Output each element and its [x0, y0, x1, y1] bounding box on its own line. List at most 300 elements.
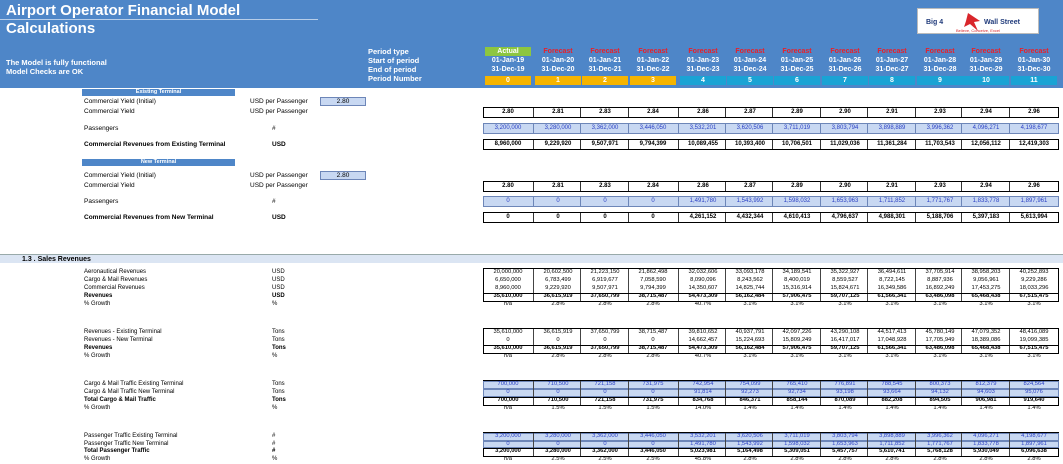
sales-value-cell[interactable]: 92,734 [788, 389, 806, 395]
sales-value-cell: 8,960,000 [495, 285, 521, 291]
sales-value-cell: 37,650,799 [590, 329, 620, 335]
sales-value-cell[interactable]: 1,491,780 [690, 440, 716, 447]
new-pax-cell[interactable]: 1,543,992 [736, 198, 764, 204]
period-end-cell: 31-Dec-20 [541, 66, 575, 73]
period-end-cell: 31-Dec-26 [828, 66, 862, 73]
sales-value-cell: 858,144 [786, 397, 808, 403]
sales-value-cell: 42,097,226 [782, 329, 812, 335]
period-number-cell: 5 [727, 76, 773, 85]
new-yield-cell: 2.90 [839, 183, 851, 189]
sales-value-cell: 9,229,920 [545, 285, 571, 291]
cell-separator [915, 329, 916, 337]
sales-row-label: Revenues - New Terminal [84, 337, 153, 343]
sales-value-cell[interactable]: 824,564 [1023, 381, 1045, 387]
period-start-cell: 01-Jan-20 [541, 57, 575, 64]
sales-value-cell: 19,099,385 [1019, 337, 1049, 343]
sales-value-cell[interactable]: 1,598,032 [784, 440, 810, 447]
sales-value-cell[interactable]: 0 [651, 440, 655, 447]
cell-separator [915, 277, 916, 285]
new-pax-unit: # [272, 198, 276, 205]
cell-separator [915, 337, 916, 345]
sales-value-cell: 3.1% [790, 301, 804, 307]
sales-value-cell[interactable]: 3,898,889 [879, 433, 905, 439]
sales-value-cell: 2.8% [979, 455, 993, 462]
sales-value-cell[interactable]: 788,545 [881, 381, 903, 387]
sales-value-cell: 9,056,961 [973, 277, 999, 283]
existing-pax-cell[interactable]: 3,898,889 [878, 125, 906, 131]
sales-value-cell: 38,958,203 [971, 269, 1001, 275]
cell-separator [678, 381, 679, 389]
sales-value-cell: 1.4% [933, 405, 947, 411]
cell-separator [628, 293, 629, 301]
sales-value-cell[interactable]: 0 [556, 440, 560, 447]
cell-separator [1009, 277, 1010, 285]
new-rev-cell: 4,796,637 [831, 214, 859, 220]
sales-value-cell[interactable]: 1,897,961 [1021, 440, 1047, 447]
sales-value-cell: 8,090,096 [690, 277, 716, 283]
sales-value-cell: 21,223,150 [590, 269, 620, 275]
sales-value-cell[interactable]: 94,132 [931, 389, 949, 395]
sales-value-cell: 882,208 [881, 397, 903, 403]
existing-pax-cell[interactable]: 3,362,000 [591, 125, 619, 131]
cell-separator [628, 140, 629, 149]
period-number-cell: 2 [582, 76, 628, 85]
sales-value-cell: 0 [651, 337, 655, 343]
new-pax-cell[interactable]: 1,897,961 [1020, 198, 1048, 204]
existing-pax-cell[interactable]: 3,280,000 [544, 125, 572, 131]
cell-separator [628, 441, 629, 449]
period-end-cell: 31-Dec-23 [686, 66, 720, 73]
existing-pax-cell[interactable]: 3,532,201 [689, 125, 717, 131]
sales-value-cell: 9,229,286 [1021, 277, 1047, 283]
existing-yield-cell: 2.81 [552, 109, 564, 115]
sales-value-cell[interactable]: 91,814 [694, 389, 712, 395]
sales-value-cell: 2.8% [790, 455, 804, 462]
cell-separator [725, 182, 726, 191]
existing-rev-cell: 9,507,971 [591, 141, 619, 147]
cell-separator [628, 389, 629, 397]
sales-value-cell: 48,416,089 [1019, 329, 1049, 335]
sales-value-cell[interactable]: 3,280,000 [545, 433, 571, 439]
period-number-cell: 10 [963, 76, 1009, 85]
period-number-cell: 0 [485, 76, 531, 85]
sales-row-label: Aeronautical Revenues [84, 269, 147, 275]
new-pax-cell[interactable]: 0 [651, 198, 655, 204]
new-pax-cell[interactable]: 1,653,963 [831, 198, 859, 204]
cell-separator [533, 182, 534, 191]
period-number-cell: 11 [1011, 76, 1057, 85]
period-number-cell: 3 [630, 76, 676, 85]
sales-value-cell: 1.4% [885, 405, 899, 411]
sales-row-label: Total Passenger Traffic [84, 448, 150, 455]
sales-value-cell[interactable]: 731,975 [642, 381, 664, 387]
sales-value-cell: 2.8% [933, 455, 947, 462]
new-pax-cell[interactable]: 0 [506, 198, 510, 204]
sales-value-cell: 15,809,249 [782, 337, 812, 343]
cell-separator [533, 448, 534, 456]
sales-value-cell: 34,189,541 [782, 269, 812, 275]
period-type-cell: Actual [485, 47, 531, 56]
new-yield-cell: 2.84 [647, 183, 659, 189]
sales-value-cell: 6,650,000 [495, 277, 521, 283]
sales-value-cell: 36,615,919 [543, 329, 573, 335]
cell-separator [628, 285, 629, 293]
period-type-cell: Forecast [543, 48, 573, 55]
sales-value-cell[interactable]: 1,833,778 [973, 440, 999, 447]
existing-pax-cell[interactable]: 4,198,677 [1020, 125, 1048, 131]
sales-value-cell[interactable]: 765,410 [786, 381, 808, 387]
cell-separator [678, 389, 679, 397]
sales-value-cell[interactable]: 754,099 [739, 381, 761, 387]
sales-value-cell: 47,079,352 [971, 329, 1001, 335]
cell-separator [725, 124, 726, 133]
cell-separator [915, 381, 916, 389]
sales-value-cell: 14.0% [694, 405, 712, 411]
new-terminal-header: New Terminal [82, 159, 235, 166]
cell-separator [580, 140, 581, 149]
sales-value-cell: 54,473,309 [688, 345, 718, 351]
new-pax-cell[interactable]: 1,711,852 [878, 198, 906, 204]
new-rev-cell: 0 [603, 214, 607, 220]
existing-yield-cell: 2.96 [1028, 109, 1040, 115]
existing-rev-cell: 9,794,399 [639, 141, 667, 147]
cell-separator [1009, 124, 1010, 133]
sales-value-cell: 40.7% [694, 353, 712, 359]
sheet-title: Calculations [6, 20, 96, 37]
cell-separator [1009, 197, 1010, 206]
new-pax-cell[interactable]: 1,771,767 [926, 198, 954, 204]
cell-separator [628, 269, 629, 277]
cell-separator [628, 182, 629, 191]
sales-value-cell: 8,559,527 [832, 277, 858, 283]
period-end-cell: 31-Dec-22 [636, 66, 670, 73]
cell-separator [820, 381, 821, 389]
cell-separator [820, 448, 821, 456]
sales-value-cell[interactable]: 1,653,963 [832, 440, 858, 447]
sales-value-cell: 65,468,438 [971, 293, 1001, 299]
existing-pax-cell[interactable]: 3,620,506 [736, 125, 764, 131]
sales-value-cell: 7,058,590 [640, 277, 666, 283]
cell-separator [678, 441, 679, 449]
sales-value-cell: 8,722,145 [879, 277, 905, 283]
existing-yield-initial-input[interactable]: 2.80 [320, 97, 366, 106]
sales-value-cell: 870,089 [834, 397, 856, 403]
cell-separator [961, 140, 962, 149]
sales-value-cell: 37,650,799 [590, 345, 620, 351]
sales-value-cell: 59,707,125 [830, 293, 860, 299]
sales-value-cell[interactable]: 3,711,019 [784, 433, 810, 439]
cell-separator [1009, 381, 1010, 389]
sales-value-cell: 3.1% [838, 353, 852, 359]
cell-separator [820, 337, 821, 345]
existing-rev-cell: 10,706,501 [781, 141, 813, 147]
cell-separator [915, 140, 916, 149]
sales-row-label: Passenger Traffic New Terminal [84, 440, 169, 447]
sales-value-cell: 5,457,757 [832, 448, 858, 455]
cell-separator [915, 108, 916, 117]
cell-separator [533, 345, 534, 353]
period-type-cell: Forecast [830, 48, 860, 55]
period-start-cell: 01-Jan-26 [828, 57, 862, 64]
cell-separator [678, 140, 679, 149]
cell-separator [772, 140, 773, 149]
period-start-cell: 01-Jan-29 [969, 57, 1003, 64]
sales-value-cell: 5,610,741 [879, 448, 905, 455]
existing-pax-cell[interactable]: 3,803,794 [831, 125, 859, 131]
period-end-cell: 31-Dec-24 [733, 66, 767, 73]
new-pax-cell[interactable]: 1,598,032 [783, 198, 811, 204]
cell-separator [1009, 337, 1010, 345]
cell-separator [580, 213, 581, 222]
new-rev-cell: 5,397,183 [972, 214, 1000, 220]
sales-value-cell[interactable]: 812,379 [975, 381, 997, 387]
sales-value-cell: 906,981 [975, 397, 997, 403]
cell-separator [533, 381, 534, 389]
sales-row-label: Cargo & Mail Traffic Existing Terminal [84, 381, 184, 387]
cell-separator [867, 182, 868, 191]
sales-value-cell[interactable]: 4,096,271 [973, 433, 999, 439]
cell-separator [1009, 285, 1010, 293]
sales-value-cell: 2.8% [551, 301, 565, 307]
cell-separator [820, 329, 821, 337]
sales-value-cell[interactable]: 700,000 [497, 381, 519, 387]
sales-value-cell: 3,362,000 [592, 448, 618, 455]
sales-value-cell: 5,309,051 [784, 448, 810, 455]
period-start-cell: 01-Jan-28 [923, 57, 957, 64]
sales-value-cell[interactable]: 776,891 [834, 381, 856, 387]
existing-yield-cell: 2.89 [791, 109, 803, 115]
new-yield-initial-label: Commercial Yield (Initial) [84, 172, 156, 179]
sales-value-cell: 9,507,971 [592, 285, 618, 291]
total-line [483, 397, 1059, 398]
sales-value-cell: 2.8% [885, 455, 899, 462]
sales-value-cell[interactable]: 4,198,677 [1021, 433, 1047, 439]
sales-value-cell[interactable]: 3,620,506 [737, 433, 763, 439]
sales-value-cell[interactable]: 94,603 [977, 389, 995, 395]
sales-value-cell: 721,158 [594, 397, 616, 403]
sales-value-cell: 38,715,487 [638, 293, 668, 299]
sales-row-label: Revenues - Existing Terminal [84, 329, 162, 335]
period-end-cell: 31-Dec-28 [923, 66, 957, 73]
status-functional: The Model is fully functional [6, 58, 107, 67]
cell-separator [915, 285, 916, 293]
cell-separator [915, 269, 916, 277]
logo-right-text: Wall Street [984, 19, 1020, 26]
cell-separator [580, 124, 581, 133]
cell-separator [915, 389, 916, 397]
new-pax-cell[interactable]: 0 [556, 198, 560, 204]
sales-value-cell: 43,290,108 [830, 329, 860, 335]
cell-separator [725, 213, 726, 222]
cell-separator [678, 448, 679, 456]
cell-separator [580, 182, 581, 191]
sales-value-cell[interactable]: 3,803,794 [832, 433, 858, 439]
cell-separator [725, 140, 726, 149]
sales-value-cell[interactable]: 1,543,992 [737, 440, 763, 447]
sales-value-cell: 2.8% [551, 353, 565, 359]
sales-value-cell: n/a [503, 353, 513, 359]
sales-value-cell: 0 [603, 337, 607, 343]
sales-value-cell[interactable]: 92,273 [741, 389, 759, 395]
cell-separator [678, 277, 679, 285]
existing-yield-cell: 2.94 [980, 109, 992, 115]
cell-separator [820, 293, 821, 301]
sales-value-cell[interactable]: 710,500 [547, 381, 569, 387]
company-logo [917, 8, 1039, 34]
sales-row-unit: % [272, 455, 278, 462]
sales-value-cell: 3.1% [1027, 353, 1041, 359]
sales-value-cell[interactable]: 1,771,767 [927, 440, 953, 447]
existing-pax-cell[interactable]: 3,996,362 [926, 125, 954, 131]
new-rev-cell: 5,613,994 [1020, 214, 1048, 220]
sales-value-cell[interactable]: 0 [506, 389, 510, 395]
sales-value-cell: 57,906,475 [782, 345, 812, 351]
sales-value-cell: 5,768,128 [927, 448, 953, 455]
new-rev-label: Commercial Revenues from New Terminal [84, 214, 214, 221]
cell-separator [867, 124, 868, 133]
new-rev-cell: 4,610,413 [783, 214, 811, 220]
existing-pax-cell[interactable]: 3,200,000 [494, 125, 522, 131]
sales-row-unit: Tons [272, 329, 285, 335]
sales-value-cell[interactable]: 3,996,362 [927, 433, 953, 439]
cell-separator [533, 389, 534, 397]
existing-pax-label: Passengers [84, 125, 119, 132]
sales-value-cell: 6,783,499 [545, 277, 571, 283]
sales-value-cell[interactable]: 0 [651, 389, 655, 395]
cell-separator [533, 108, 534, 117]
cell-separator [1009, 448, 1010, 456]
sales-value-cell: 67,515,475 [1019, 293, 1049, 299]
new-yield-initial-unit: USD per Passenger [250, 172, 308, 179]
sales-value-cell: 20,000,000 [493, 269, 523, 275]
sales-row-label: Passenger Traffic Existing Terminal [84, 433, 178, 439]
sales-value-cell[interactable]: 93,198 [836, 389, 854, 395]
sales-value-cell: 44,517,413 [877, 329, 907, 335]
cell-separator [961, 182, 962, 191]
sales-value-cell[interactable]: 800,373 [929, 381, 951, 387]
sales-value-cell: n/a [503, 455, 513, 462]
sales-value-cell[interactable]: 742,954 [692, 381, 714, 387]
cell-separator [533, 397, 534, 405]
sales-revenues-section [0, 254, 1063, 263]
sales-value-cell: 61,566,341 [877, 293, 907, 299]
sales-value-cell: 894,505 [929, 397, 951, 403]
total-line [483, 293, 1059, 294]
sales-value-cell[interactable]: 3,532,201 [690, 433, 716, 439]
cell-separator [915, 124, 916, 133]
new-pax-cell[interactable]: 0 [603, 198, 607, 204]
sales-value-cell: 40.7% [694, 301, 712, 307]
sales-value-cell[interactable]: 0 [603, 440, 607, 447]
sales-value-cell: 35,610,000 [493, 293, 523, 299]
sales-row-unit: Tons [272, 381, 285, 387]
sales-value-cell: 14,662,457 [688, 337, 718, 343]
sales-value-cell[interactable]: 0 [506, 440, 510, 447]
new-yield-cell: 2.93 [934, 183, 946, 189]
cell-separator [533, 277, 534, 285]
existing-rev-cell: 12,056,112 [971, 141, 1001, 147]
sales-value-cell[interactable]: 3,200,000 [495, 433, 521, 439]
cell-separator [820, 269, 821, 277]
cell-separator [533, 441, 534, 449]
cell-separator [533, 433, 534, 441]
cell-separator [678, 345, 679, 353]
sales-value-cell[interactable]: 95,076 [1025, 389, 1043, 395]
sales-value-cell: 57,906,475 [782, 293, 812, 299]
sales-row-unit: USD [272, 277, 285, 283]
existing-rev-cell: 12,419,303 [1018, 141, 1050, 147]
existing-yield-initial-label: Commercial Yield (Initial) [84, 98, 156, 105]
sales-row-label: Revenues [84, 293, 113, 299]
period-start-cell: 01-Jan-23 [686, 57, 720, 64]
period-type-label: Period type [368, 47, 409, 56]
sales-value-cell: 1.4% [743, 405, 757, 411]
period-number-cell: 8 [869, 76, 915, 85]
period-type-cell: Forecast [638, 48, 668, 55]
sales-row-unit: % [272, 353, 278, 359]
sales-value-cell: 834,768 [692, 397, 714, 403]
new-yield-cell: 2.83 [599, 183, 611, 189]
new-yield-initial-input[interactable]: 2.80 [320, 171, 366, 180]
sales-value-cell[interactable]: 0 [603, 389, 607, 395]
sales-row-unit: USD [272, 269, 285, 275]
cell-separator [628, 448, 629, 456]
sales-value-cell[interactable]: 93,664 [883, 389, 901, 395]
existing-rev-cell: 11,361,284 [877, 141, 907, 147]
new-rev-cell: 0 [506, 214, 510, 220]
sales-value-cell: 15,824,671 [830, 285, 860, 291]
period-type-cell: Forecast [971, 48, 1001, 55]
new-pax-cell[interactable]: 1,833,778 [972, 198, 1000, 204]
existing-yield-cell: 2.93 [934, 109, 946, 115]
existing-rev-cell: 9,229,920 [544, 141, 572, 147]
sales-row-unit: # [272, 440, 276, 447]
new-pax-cell[interactable]: 1,491,780 [689, 198, 717, 204]
cell-separator [820, 345, 821, 353]
cell-separator [725, 197, 726, 206]
new-rev-cell: 4,261,152 [689, 214, 717, 220]
sales-value-cell: 18,033,296 [1019, 285, 1049, 291]
cell-separator [725, 108, 726, 117]
total-line [483, 448, 1059, 449]
existing-pax-cell[interactable]: 3,446,050 [639, 125, 667, 131]
sales-value-cell[interactable]: 721,158 [594, 381, 616, 387]
existing-pax-cell[interactable]: 3,711,019 [783, 125, 811, 131]
sales-value-cell: 0 [506, 337, 510, 343]
cell-separator [820, 124, 821, 133]
cell-separator [820, 389, 821, 397]
sales-value-cell: 36,615,919 [543, 293, 573, 299]
sales-value-cell: 2.8% [646, 301, 660, 307]
new-yield-cell: 2.94 [980, 183, 992, 189]
new-rev-cell: 4,988,301 [878, 214, 906, 220]
period-end-cell: 31-Dec-27 [875, 66, 909, 73]
cell-separator [867, 140, 868, 149]
sales-value-cell[interactable]: 3,446,050 [640, 433, 666, 439]
cell-separator [1009, 140, 1010, 149]
sales-row-unit: # [272, 433, 276, 439]
sales-value-cell[interactable]: 1,711,852 [879, 440, 905, 447]
cell-separator [1009, 433, 1010, 441]
sales-value-cell[interactable]: 0 [556, 389, 560, 395]
cell-separator [915, 182, 916, 191]
cell-separator [772, 124, 773, 133]
existing-pax-cell[interactable]: 4,096,271 [972, 125, 1000, 131]
total-line [483, 345, 1059, 346]
sales-value-cell[interactable]: 3,362,000 [592, 433, 618, 439]
new-yield-label: Commercial Yield [84, 182, 135, 189]
sales-value-cell: 8,243,562 [737, 277, 763, 283]
